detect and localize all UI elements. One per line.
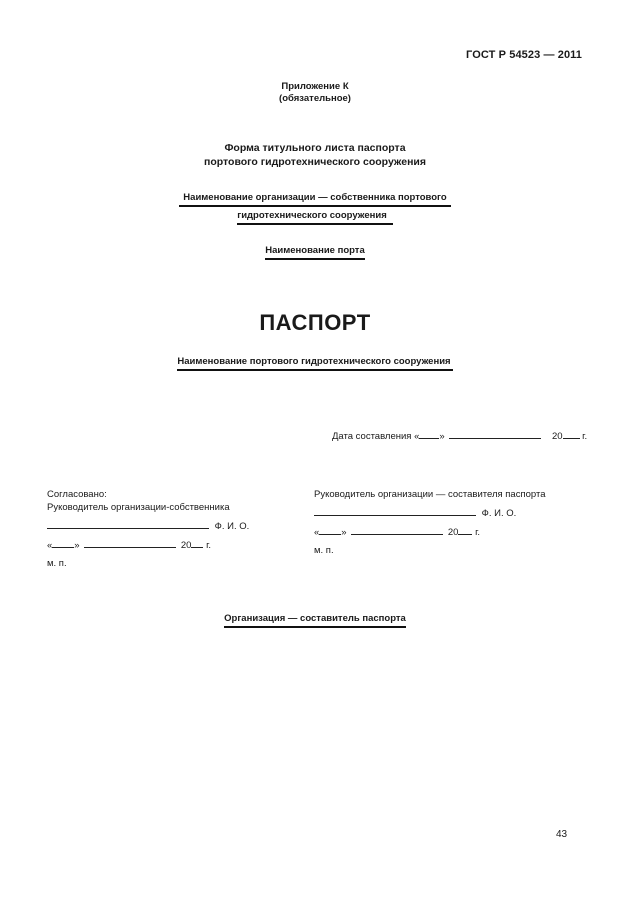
compiler-signature-blank[interactable]: [314, 506, 476, 516]
compiler-year-blank[interactable]: [458, 525, 472, 535]
compiler-organization-field: [0, 608, 630, 628]
compiler-day-blank[interactable]: [319, 525, 341, 535]
owner-year-blank[interactable]: [191, 538, 203, 548]
quote-close: »: [439, 431, 445, 442]
structure-name-label: Наименование портового гидротехнического сооружения: [177, 356, 452, 371]
appendix-status: (обязательное): [279, 93, 351, 104]
owner-role-label: Руководитель организации-собственника: [47, 502, 230, 513]
port-name-label: Наименование порта: [265, 245, 365, 260]
structure-name-field: [0, 351, 630, 371]
form-title-line1: Форма титульного листа паспорта: [224, 142, 406, 154]
owner-month-blank[interactable]: [84, 538, 176, 548]
document-title: ПАСПОРТ: [259, 310, 371, 335]
year-prefix: 20: [447, 527, 459, 538]
owner-org-line2: гидротехнического сооружения: [237, 210, 393, 225]
owner-date-line: [47, 538, 249, 552]
appendix-title: Приложение К: [281, 81, 349, 92]
year-blank[interactable]: [563, 429, 580, 439]
owner-org-line1: Наименование организации — собственника портового: [179, 192, 450, 207]
compiler-fio-line: [314, 506, 546, 520]
year-suffix: г.: [582, 431, 588, 442]
agreed-label: Согласовано:: [47, 489, 107, 500]
day-blank[interactable]: [419, 429, 439, 439]
compiler-role-label: Руководитель организации — составителя паспорта: [314, 489, 546, 500]
signature-block-owner: [47, 488, 249, 570]
standard-code: ГОСТ Р 54523 — 2011: [466, 49, 582, 61]
page-number: 43: [556, 829, 568, 840]
appendix-heading: [0, 81, 630, 105]
signature-block-compiler: [314, 488, 546, 557]
port-name-field: [0, 240, 630, 260]
year-suffix: г.: [475, 527, 481, 538]
year-prefix: 20: [180, 540, 192, 551]
quote-open: «: [47, 540, 53, 551]
owner-stamp-label: м. п.: [47, 558, 67, 569]
compiler-fio-label: Ф. И. О.: [481, 508, 517, 519]
compiler-org-label: Организация — составитель паспорта: [224, 613, 406, 628]
compilation-date-line: [332, 429, 587, 442]
compiler-stamp-label: м. п.: [314, 545, 334, 556]
year-suffix: г.: [206, 540, 212, 551]
quote-close: »: [341, 527, 347, 538]
form-title: [0, 141, 630, 169]
compiler-month-blank[interactable]: [351, 525, 443, 535]
form-title-line2: портового гидротехнического сооружения: [204, 156, 426, 168]
year-prefix: 20: [551, 431, 563, 442]
owner-day-blank[interactable]: [52, 538, 74, 548]
owner-fio-line: [47, 519, 249, 533]
quote-open: «: [314, 527, 320, 538]
date-label: Дата составления «: [332, 431, 420, 442]
compiler-date-line: [314, 525, 546, 539]
quote-close: »: [74, 540, 80, 551]
owner-fio-label: Ф. И. О.: [214, 521, 250, 532]
owner-signature-blank[interactable]: [47, 519, 209, 529]
month-blank[interactable]: [449, 429, 541, 439]
owner-organization-field: [0, 189, 630, 225]
